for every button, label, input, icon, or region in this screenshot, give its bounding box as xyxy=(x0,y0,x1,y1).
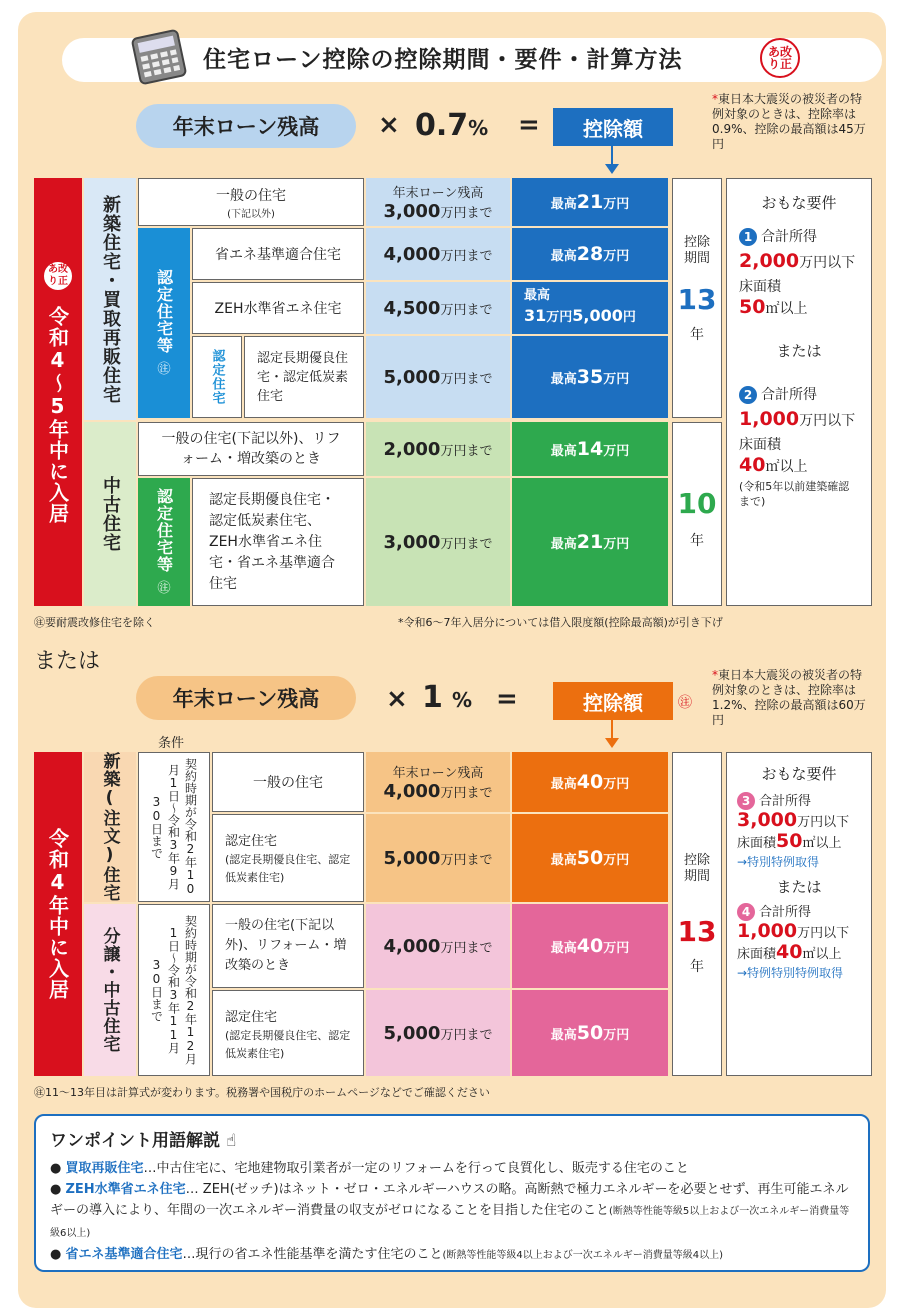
formula1-rate: 0.7% xyxy=(415,108,489,143)
footnote1-right: *令和6〜7年入居分については借入限度額(控除最高額)が引き下げ xyxy=(398,616,723,629)
t1-row5-type: 一般の住宅(下記以外)、リフォーム・増改築のとき xyxy=(138,422,364,476)
t1-requirements: おもな要件 1 合計所得 2,000万円以下 床面積 50㎡以上 または 2 合計所得 1,000万円以下 床面積 40㎡以上 (令和5年以前建築確認まで) xyxy=(726,178,872,606)
t2-row1-type: 一般の住宅 xyxy=(212,752,364,812)
t1-row1-max: 最高 21 万円 xyxy=(512,178,668,226)
glossary-item: ● 省エネ基準適合住宅…現行の省エネ性能基準を満たす住宅のこと(断熱等性能等級4以上および一次エネルギー消費量等級4以上) xyxy=(50,1247,724,1262)
t2-row3-limit: 4,000 万円まで xyxy=(366,904,510,988)
formula2-equals: = xyxy=(496,684,518,714)
formula2-deduction: 控除額 xyxy=(553,682,673,720)
t1-row1-limit: 年末ローン残高 3,000万円まで xyxy=(366,178,510,226)
t2-requirements: おもな要件 3 合計所得 3,000万円以下 床面積50㎡以上 →特別特例取得 または 4 合計所得 1,000万円以下 床面積40㎡以上 →特例特別特例取得 xyxy=(726,752,872,1076)
table2-group-label: 令和4年中に入居 xyxy=(34,752,82,1076)
t2-period: 控除期間 13 年 xyxy=(672,752,722,1076)
t1-row4-limit: 5,000 万円まで xyxy=(366,336,510,418)
revised-seal: あ改り正 xyxy=(760,38,800,78)
table2-cond-used: 契約時期が令和2年12月1日〜令和3年11月30日まで xyxy=(138,904,210,1076)
t2-row4-max: 最高 50 万円 xyxy=(512,990,668,1076)
t1-row2-type: 省エネ基準適合住宅 xyxy=(192,228,364,280)
page xyxy=(18,12,886,1308)
formula1-balance: 年末ローン残高 xyxy=(136,104,356,148)
t1-period-new: 控除期間 13 年 xyxy=(672,178,722,418)
table2-used-label: 分譲・中古住宅 xyxy=(84,904,136,1076)
pointing-hand-icon: ☝ xyxy=(226,1131,237,1151)
formula1-deduction: 控除額 xyxy=(553,108,673,146)
table1-used-label: 中古住宅 xyxy=(84,422,136,606)
t2-row1-max: 最高 40 万円 xyxy=(512,752,668,812)
t1-row3-limit: 4,500 万円まで xyxy=(366,282,510,334)
t2-row2-type: 認定住宅 (認定長期優良住宅、認定低炭素住宅) xyxy=(212,814,364,902)
glossary-item: ● 買取再販住宅…中古住宅に、宅地建物取引業者が一定のリフォームを行って良質化し、販売する住宅のこと xyxy=(50,1161,689,1176)
t1-row6-type: 認定長期優良住宅・認定低炭素住宅、ZEH水準省エネ住宅・省エネ基準適合住宅 xyxy=(192,478,364,606)
t2-row2-limit: 5,000 万円まで xyxy=(366,814,510,902)
t1-row3-type: ZEH水準省エネ住宅 xyxy=(192,282,364,334)
t1-row5-limit: 2,000 万円まで xyxy=(366,422,510,476)
formula2-balance: 年末ローン残高 xyxy=(136,676,356,720)
t1-row3-max: 最高 31万円5,000円 xyxy=(512,282,668,334)
glossary-box xyxy=(34,1114,870,1272)
t1-row6-max: 最高 21 万円 xyxy=(512,478,668,606)
t2-row3-type: 一般の住宅(下記以外)、リフォーム・増改築のとき xyxy=(212,904,364,988)
table2-cond-new: 契約時期が令和2年10月1日〜令和3年9月30日まで xyxy=(138,752,210,902)
formula1-equals: = xyxy=(518,110,540,140)
t2-row4-type: 認定住宅 (認定長期優良住宅、認定低炭素住宅) xyxy=(212,990,364,1076)
t1-row2-limit: 4,000 万円まで xyxy=(366,228,510,280)
glossary-title: ワンポイント用語解説 ☝ xyxy=(50,1131,237,1151)
t1-row5-max: 最高 14 万円 xyxy=(512,422,668,476)
note1: *東日本大震災の被災者の特例対象のときは、控除率は0.9%、控除の最高額は45万円 xyxy=(712,92,866,151)
footnote2: ㊟11〜13年目は計算式が変わります。税務署や国税庁のホームページなどでご確認ください xyxy=(34,1086,490,1099)
table1-new-label: 新築住宅・買取再販住宅 xyxy=(84,178,136,420)
t2-row4-limit: 5,000 万円まで xyxy=(366,990,510,1076)
t1-period-used: 10 年 xyxy=(672,422,722,606)
formula2-rate: 1 % xyxy=(422,680,472,715)
note2: *東日本大震災の被災者の特例対象のときは、控除率は1.2%、控除の最高額は60万円 xyxy=(712,668,866,727)
t2-row2-max: 最高 50 万円 xyxy=(512,814,668,902)
formula2-times: × xyxy=(386,684,408,714)
formula1-times: × xyxy=(378,110,400,140)
glossary-item: ● ZEH水準省エネ住宅… ZEH(ゼッチ)はネット・ゼロ・エネルギーハウスの略。高断熱で極力エネルギーを必要とせず、再生可能エネルギーの導入により、年間の一次エネルギー消費量の収支がゼロになることを目指した住宅のこと(断熱等性能等級5以上および一次エネルギー消費量等級6以上) xyxy=(50,1182,850,1239)
t1-cert-label: 認定住宅等 ㊟ xyxy=(138,228,190,418)
formula2-condition: 条件 xyxy=(158,736,185,751)
t1-row4-max: 最高 35 万円 xyxy=(512,336,668,418)
page-title: 住宅ローン控除の控除期間・要件・計算方法 xyxy=(203,47,683,73)
t1-row6-limit: 3,000 万円まで xyxy=(366,478,510,606)
t1-cert-sub-label: 認定住宅 xyxy=(192,336,242,418)
footnote1-left: ㊟要耐震改修住宅を除く xyxy=(34,616,155,629)
t2-row3-max: 最高 40 万円 xyxy=(512,904,668,988)
arrow-down-icon xyxy=(603,146,621,174)
table1-group-label: あ改り正 令和4〜5年中に入居 xyxy=(34,178,82,606)
t1-row4-type: 認定長期優良住宅・認定低炭素住宅 xyxy=(244,336,364,418)
arrow-down-icon xyxy=(603,720,621,748)
glossary-list xyxy=(50,1158,854,1266)
table1-seal: あ改り正 xyxy=(42,260,74,292)
formula2-note-mark: ㊟ xyxy=(678,695,692,711)
t2-row1-limit: 年末ローン残高 4,000万円まで xyxy=(366,752,510,812)
t1-row1-type: 一般の住宅 (下記以外) xyxy=(138,178,364,226)
or-label: または xyxy=(34,649,101,674)
calculator-icon xyxy=(128,26,190,88)
table2-new-label: 新築(注文)住宅 xyxy=(84,752,136,902)
t1-used-cert-label: 認定住宅等 ㊟ xyxy=(138,478,190,606)
t1-row2-max: 最高 28 万円 xyxy=(512,228,668,280)
